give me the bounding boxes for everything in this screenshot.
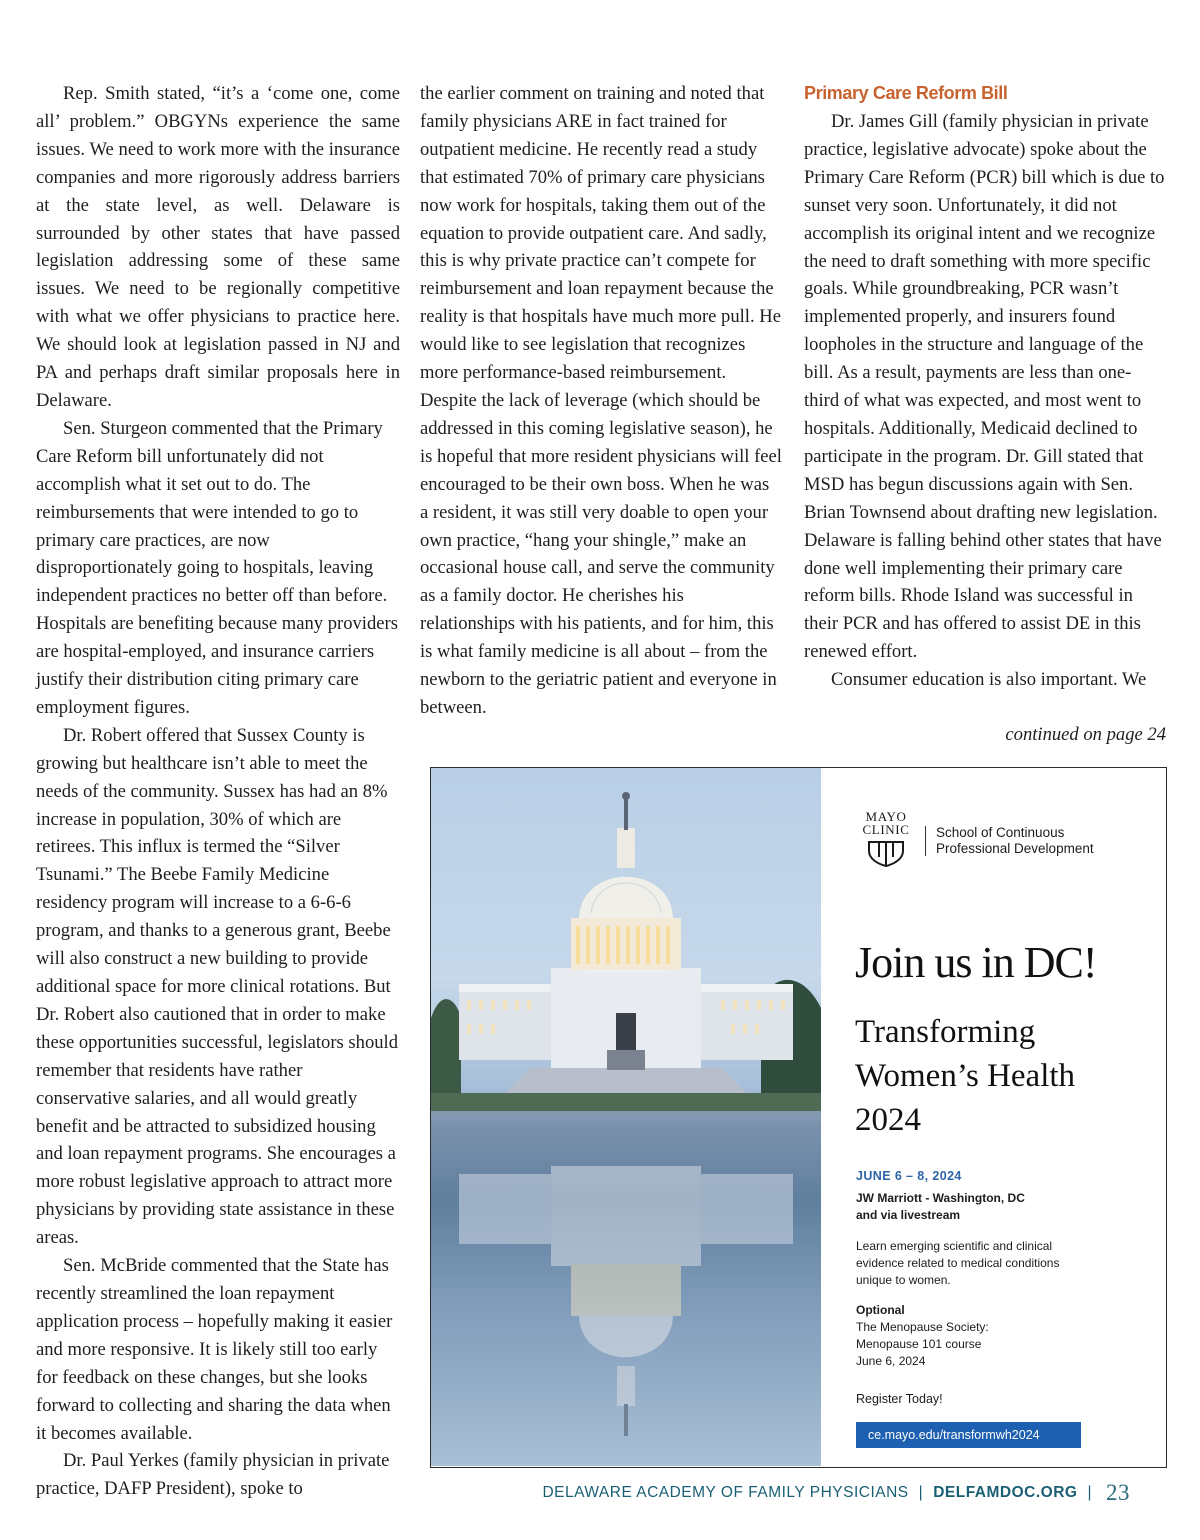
logo-word-mayo: MAYO xyxy=(865,809,907,824)
subhead-line: 2024 xyxy=(855,1102,921,1138)
event-venue xyxy=(856,1190,1025,1224)
footer-website-link[interactable]: DELFAMDOC.ORG xyxy=(933,1484,1078,1501)
optional-line: June 6, 2024 xyxy=(856,1354,926,1368)
paragraph: Dr. James Gill (family physician in private practice, legislative advocate) spoke about the Primary Care Reform (PCR) bill which is due to sunset very soon. Unfortunately, it did not accomplish its original intent and we recognize the need to draft something with more specific goals. While groundbreaking, PCR wasn’t implemented properly, and insurers found loopholes in the structure and language of the bill. As a result, payments are less than one-third of what was expected, and most went to hospitals. Additionally, Medicaid declined to participate in the program. Dr. Gill stated that MSD has begun discussions again with Sen. Brian Townsend about drafting new legislation. Delaware is falling behind other states that have done well implementing their primary care reform bills. Rhode Island was successful in their PCR and has offered to assist DE in this renewed effort. xyxy=(804,111,1165,663)
page-number: 23 xyxy=(1106,1480,1130,1505)
paragraph: Dr. Paul Yerkes (family physician in private practice, DAFP President), spoke to xyxy=(36,1450,390,1500)
section-heading: Primary Care Reform Bill xyxy=(804,83,1008,103)
desc-line: Learn emerging scientific and clinical xyxy=(856,1239,1053,1253)
article-column-2 xyxy=(420,80,782,722)
ad-headline: Join us in DC! xyxy=(855,938,1097,987)
continued-note: continued on page 24 xyxy=(1005,724,1166,745)
register-text: Register Today! xyxy=(856,1392,943,1406)
mayo-clinic-logo xyxy=(855,810,917,867)
paragraph: Sen. Sturgeon commented that the Primary Care Reform bill unfortunately did not accomplish what it set out to do. The reimbursements that were intended to go to primary care practices, are now disproportionately going to hospitals, leaving independent practices no better off than before. Hospitals are benefiting because many providers are hospital-employed, and insurance carriers justify their distribution citing primary care employment figures. xyxy=(36,417,398,718)
desc-line: evidence related to medical conditions xyxy=(856,1256,1060,1270)
footer-org-name: DELAWARE ACADEMY OF FAMILY PHYSICIANS xyxy=(542,1484,909,1501)
school-line: Professional Development xyxy=(936,841,1094,856)
page-footer xyxy=(542,1478,1130,1508)
venue-line: JW Marriott - Washington, DC xyxy=(856,1191,1025,1205)
paragraph: Sen. McBride commented that the State has recently streamlined the loan repayment application process – hopefully making it easier and more responsive. It is likely still too early for feedback on these changes, but she looks forward to collecting and sharing the data when it becomes available. xyxy=(36,1255,393,1444)
logo-word-clinic: CLINIC xyxy=(862,822,910,837)
paragraph: the earlier comment on training and noted that family physicians ARE in fact trained for outpatient medicine. He recently read a study that estimated 70% of primary care physicians now work for hospitals, taking them out of the equation to provide outpatient care. And sadly, this is why private practice can’t compete for reimbursement and loan repayment because the reality is that hospitals have much more pull. He would like to see legislation that recognizes more performance-based reimbursement. Despite the lack of leverage (which should be addressed in this coming legislative season), he is hopeful that more resident physicians will feel encouraged to be their own boss. When he was a resident, it was still very doable to open your own practice, “hang your shingle,” make an occasional house call, and serve the community as a family doctor. He cherishes his relationships with his patients, and for him, this is what family medicine is all about – from the newborn to the geriatric patient and everyone in between. xyxy=(420,83,782,718)
mayo-clinic-advertisement[interactable] xyxy=(430,767,1167,1468)
footer-separator: | xyxy=(918,1484,924,1501)
footer-separator: | xyxy=(1087,1484,1092,1501)
article-column-3 xyxy=(804,80,1166,694)
venue-line: and via livestream xyxy=(856,1208,961,1222)
optional-course xyxy=(856,1302,1106,1370)
subhead-line: Women’s Health xyxy=(855,1058,1076,1094)
ad-content xyxy=(821,768,1166,1466)
desc-line: unique to women. xyxy=(856,1273,951,1287)
article-column-1 xyxy=(36,80,400,1503)
school-line: School of Continuous xyxy=(936,825,1065,840)
capitol-building-photo xyxy=(431,768,821,1466)
school-name xyxy=(936,825,1094,857)
paragraph: Dr. Robert offered that Sussex County is growing but healthcare isn’t able to meet the needs of the community. Sussex has had an 8% increase in population, 30% of which are retirees. This influx is termed the “Silver Tsunami.” The Beebe Family Medicine residency program will increase to a 6-6-6 program, and thanks to a generous grant, Beebe will also construct a new building to provide additional space for more clinical rotations. But Dr. Robert also cautioned that in order to make these opportunities successful, legislators should remember that residents have rather conservative salaries, and all would greatly benefit and be attracted to subsidized housing and loan repayment programs. She encourages a more robust legislative approach to attract more physicians by providing state assistance in these areas. xyxy=(36,724,399,1249)
shield-icon xyxy=(866,839,906,867)
event-description xyxy=(856,1238,1106,1289)
register-url-link[interactable]: ce.mayo.edu/transformwh2024 xyxy=(856,1422,1081,1448)
logo-divider xyxy=(925,826,926,856)
optional-line: Menopause 101 course xyxy=(856,1337,982,1351)
optional-line: The Menopause Society: xyxy=(856,1320,989,1334)
ad-subhead xyxy=(855,1010,1155,1142)
paragraph: Consumer education is also important. We xyxy=(831,669,1147,691)
event-date: JUNE 6 – 8, 2024 xyxy=(856,1169,962,1183)
subhead-line: Transforming xyxy=(855,1014,1036,1050)
optional-label: Optional xyxy=(856,1303,905,1317)
paragraph: Rep. Smith stated, “it’s a ‘come one, come all’ problem.” OBGYNs experience the same issues. We need to work more with the insurance companies and more rigorously address barriers at the state level, as well. Delaware is surrounded by other states that have passed legislation addressing some of these same issues. We need to be regionally competitive with what we offer physicians to practice here. We should look at legislation passed in NJ and PA and perhaps draft similar proposals here in Delaware. xyxy=(36,83,400,411)
